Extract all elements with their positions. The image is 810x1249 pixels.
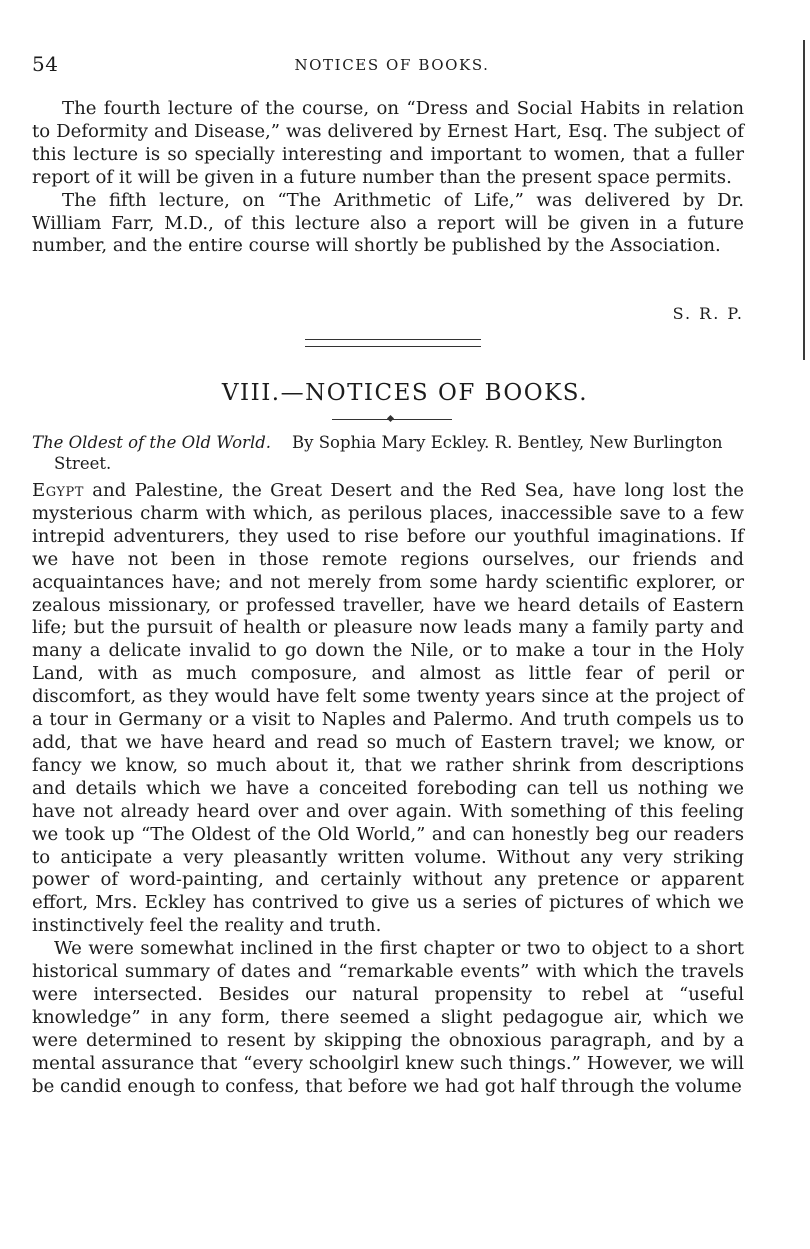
book-title: The Oldest of the Old World.	[32, 433, 272, 452]
book-entry	[32, 432, 756, 474]
section-divider	[305, 339, 481, 347]
review-paragraph-text: and Palestine, the Great Desert and the Red Sea, have long lost the mysterious charm with which, as perilous places, inaccessible save to a few intrepid adventurers, they used to rise before our youthful imaginations. If we have not been in those remote regions ourselves, our friends and acquaintances have; and not merely from some hardy scientific explorer, or zealous missionary, or professed traveller, have we heard details of Eastern life; but the pursuit of health or pleasure now leads many a family party and many a delicate invalid to go down the Nile, or to make a tour in the Holy Land, with as much composure, and almost as little fear of peril or discomfort, as they would have felt some twenty years since at the project of a tour in Germany or a visit to Naples and Palermo. And truth compels us to add, that we have heard and read so much of Eastern travel; we know, or fancy we know, so much about it, that we rather shrink from descriptions and details which we have a conceited foreboding can tell us nothing we have not already heard over and over again. With something of this feeling we took up “The Oldest of the Old World,” and can honestly beg our readers to anticipate a very pleasantly written volume. Without any very striking power of word-painting, and certainly without any pretence or apparent effort, Mrs. Eckley has contrived to give us a series of pictures of which we instinctively feel the reality and truth.	[32, 480, 744, 937]
book-author-publisher: By Sophia Mary Eckley. R. Bentley, New Burlington Street.	[54, 433, 723, 473]
book-review	[32, 480, 744, 1098]
report-signature: S. R. P.	[672, 304, 744, 323]
lecture-report	[32, 98, 744, 258]
section-heading: VIII.—NOTICES OF BOOKS.	[221, 380, 589, 406]
review-paragraph: We were somewhat inclined in the first chapter or two to object to a short historical summary of dates and “remarkable events” with which the travels were intersected. Besides our natural propensity to rebel at “useful knowledge” in any form, there seemed a slight pedagogue air, which we were determined to resent by skipping the obnoxious paragraph, and by a mental assurance that “every schoolgirl knew such things.” However, we will be candid enough to confess, that before we had got half through the volume	[32, 938, 744, 1097]
review-first-word: Egypt	[32, 480, 84, 501]
page-header	[32, 52, 752, 80]
ornament-diamond	[387, 415, 394, 422]
page-number: 54	[32, 52, 59, 76]
margin-rule	[803, 40, 805, 360]
running-head: NOTICES OF BOOKS.	[294, 56, 490, 74]
report-paragraph: The fifth lecture, on “The Arithmetic of Life,” was delivered by Dr. William Farr, M.D., of this lecture also a report will be given in a future number, and the entire course will shortly be published by the Association.	[32, 189, 744, 257]
review-paragraph	[32, 480, 744, 938]
report-paragraph: The fourth lecture of the course, on “Dress and Social Habits in relation to Deformity and Disease,” was delivered by Ernest Hart, Esq. The subject of this lecture is so specially interesting and important to women, that a fuller report of it will be given in a future number than the present space permits.	[32, 98, 744, 188]
